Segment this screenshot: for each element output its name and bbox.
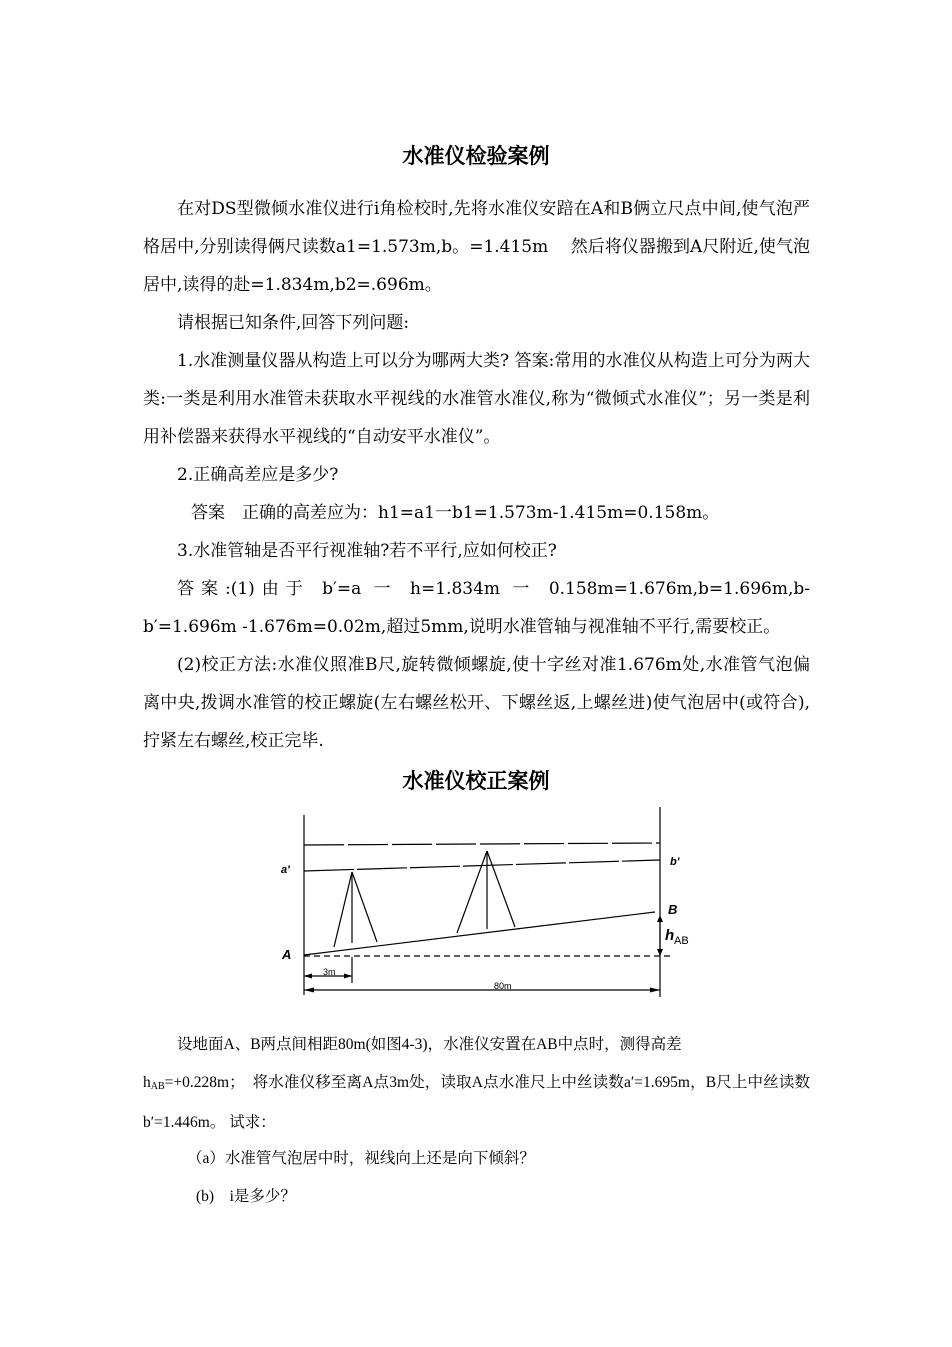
label-point-b: B xyxy=(668,902,678,917)
leveling-diagram xyxy=(0,805,952,1005)
intro-paragraph: 在对DS型微倾水准仪进行i角检校时,先将水准仪安踣在A和B俩立尺点中间,使气泡严格居中,分别读得俩尺读数a1=1.573m,b。=1.415m 然后将仪器搬到A尺附近,使气泡居中,读得的赴=1.834m,b2=.696m。 xyxy=(143,199,810,295)
section-title: 水准仪校正案例 xyxy=(402,769,550,793)
sub-question-b: (b) i是多少？ xyxy=(196,1188,296,1205)
problem-line-2 xyxy=(143,1064,810,1142)
question-1: 1.水准测量仪器从构造上可以分为哪两大类? 答案:常用的水准仪从构造上可分为两大类:一类是利用水准管未获取水平视线的水准管水准仪,称为“微倾式水准仪”；另一类是利用补偿器来获得水平视线的“自动安平水准仪”。 xyxy=(143,351,810,447)
true-sight-line xyxy=(304,843,660,845)
label-h: h xyxy=(665,927,675,944)
problem-line-1: 设地面A、B两点间相距80m(如图4-3)，水准仪安置在AB中点时，测得高差 xyxy=(177,1036,682,1053)
question-3: 3.水准管轴是否平行视准轴?若不平行,应如何校正? xyxy=(177,541,557,561)
label-point-a: A xyxy=(282,947,292,962)
label-h-subscript: AB xyxy=(674,935,689,947)
problem-h-subscript: AB xyxy=(150,1081,165,1092)
dim-label-3m: 3m xyxy=(323,967,336,977)
label-b-prime: b′ xyxy=(670,856,680,868)
answer-3-part-1: 答案:(1)由于 b′=a 一 h=1.834m 一 0.158m=1.676m,b=1.696m,b-b′=1.696m -1.676m=0.02m,超过5mm,说明水准管轴与视准轴不平行,需要校正。 xyxy=(143,579,810,637)
dim-label-80m: 80m xyxy=(494,981,512,991)
tripod-near-a xyxy=(334,872,352,947)
question-2: 2.正确高差应是多少? xyxy=(177,465,339,485)
problem-h: h xyxy=(143,1074,151,1091)
answer-2: 答案 正确的高差应为：h1=a1一b1=1.573m-1.415m=0.158m。 xyxy=(191,503,720,523)
tripod-midpoint xyxy=(457,851,487,933)
answer-3-part-2: (2)校正方法:水准仪照准B尺,旋转微倾螺旋,使十字丝对准1.676m处,水准管气泡偏离中央,拨调水准管的校正螺旋(左右螺丝松开、下螺丝返,上螺丝进)使气泡居中(或符合),拧紧左右螺丝,校正完毕. xyxy=(143,655,810,751)
sub-question-a: （a）水准管气泡居中时，视线向上还是向下倾斜？ xyxy=(187,1150,535,1167)
problem-rest: =+0.228m； 将水准仪移至离A点3m处，读取A点水准尺上中丝读数a′=1.695m，B尺上中丝读数b′=1.446m。 试求： xyxy=(143,1074,810,1131)
prompt-line: 请根据已知条件,回答下列问题: xyxy=(177,313,410,333)
label-a-prime: a′ xyxy=(281,864,290,876)
document-title: 水准仪检验案例 xyxy=(402,144,550,168)
ground-line xyxy=(304,912,655,955)
